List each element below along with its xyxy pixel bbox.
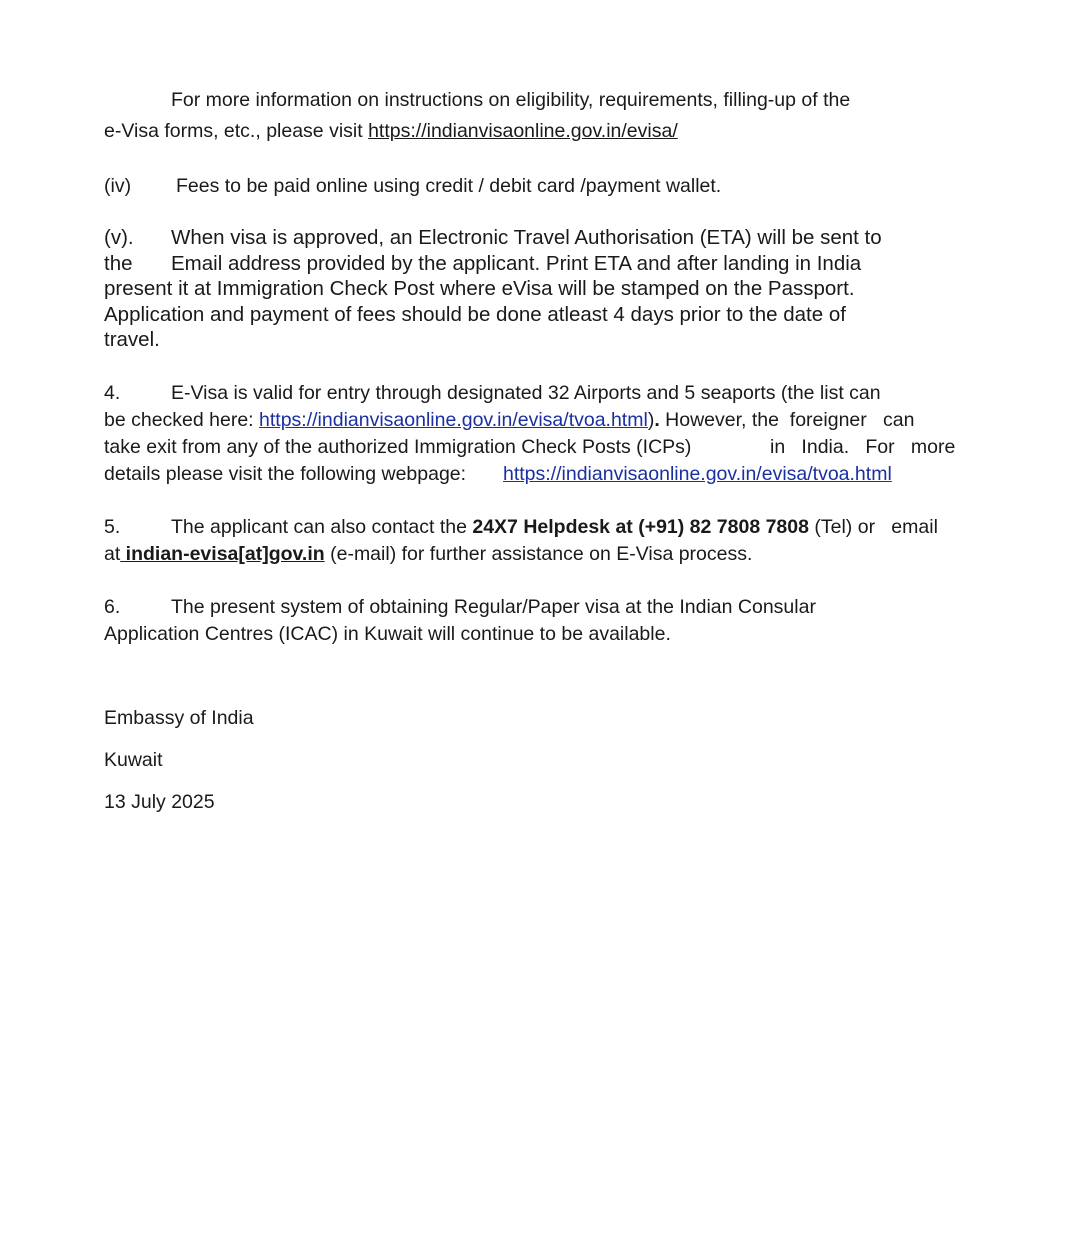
- info-line-2-text: e-Visa forms, etc., please visit: [104, 120, 369, 142]
- item-6-label: 6.: [104, 596, 121, 618]
- info-line-2: [104, 118, 678, 145]
- item-5-line-1: [171, 514, 938, 541]
- item-5-label: 5.: [104, 516, 121, 538]
- signature-org: Embassy of India: [104, 707, 254, 729]
- item-v-line-2a: the: [104, 252, 133, 275]
- item-4-line-2-prefix: be checked here:: [104, 409, 260, 431]
- item-v-line-2b: Email address provided by the applicant. Print ETA and after landing in India: [171, 252, 862, 275]
- item-5-line-2-suffix: (e-mail) for further assistance on E-Visa process.: [324, 543, 753, 565]
- item-6-line-2: Application Centres (ICAC) in Kuwait will continue to be available.: [104, 623, 671, 645]
- helpdesk-email-link[interactable]: indian-evisa[at]gov.in: [120, 543, 325, 565]
- helpdesk-phone: 24X7 Helpdesk at (+91) 82 7808 7808: [472, 516, 809, 538]
- item-v-label: (v).: [104, 226, 134, 249]
- signature-date: 13 July 2025: [104, 791, 215, 813]
- item-v-line-1: When visa is approved, an Electronic Travel Authorisation (ETA) will be sent to: [171, 226, 882, 249]
- item-4-line-4-prefix: details please visit the following webpage:: [104, 463, 467, 485]
- item-4-line-3b: in India. For more: [770, 436, 956, 458]
- evisa-link[interactable]: https://indianvisaonline.gov.in/evisa/: [368, 120, 678, 142]
- tvoa-link-1[interactable]: https://indianvisaonline.gov.in/evisa/tvoa.html: [259, 409, 648, 431]
- item-v-line-4: Application and payment of fees should be done atleast 4 days prior to the date of: [104, 303, 846, 326]
- item-4-label: 4.: [104, 382, 121, 404]
- signature-city: Kuwait: [104, 749, 163, 771]
- item-v-line-5: travel.: [104, 328, 160, 351]
- item-5-line-1-prefix: The applicant can also contact the: [171, 516, 473, 538]
- item-iv-text: Fees to be paid online using credit / debit card /payment wallet.: [176, 175, 722, 197]
- tvoa-link-2[interactable]: https://indianvisaonline.gov.in/evisa/tvoa.html: [503, 463, 892, 485]
- item-5-line-2: [104, 541, 752, 568]
- item-4-line-1: E-Visa is valid for entry through designated 32 Airports and 5 seaports (the list can: [171, 382, 881, 404]
- item-iv-label: (iv): [104, 175, 132, 197]
- item-6-line-1: The present system of obtaining Regular/Paper visa at the Indian Consular: [171, 596, 816, 618]
- item-4-line-2-close: ): [647, 409, 655, 431]
- item-4-line-2-suffix: However, the foreigner can: [659, 409, 915, 431]
- info-line-1: For more information on instructions on eligibility, requirements, filling-up of the: [171, 89, 851, 111]
- item-5-line-1-suffix: (Tel) or email: [808, 516, 938, 538]
- item-4-line-3a: take exit from any of the authorized Immigration Check Posts (ICPs): [104, 436, 692, 458]
- item-5-line-2-prefix: at: [104, 543, 121, 565]
- item-4-line-2: [104, 407, 914, 434]
- item-4-line-2-dot: .: [654, 409, 660, 431]
- item-v-line-3: present it at Immigration Check Post where eVisa will be stamped on the Passport.: [104, 277, 855, 300]
